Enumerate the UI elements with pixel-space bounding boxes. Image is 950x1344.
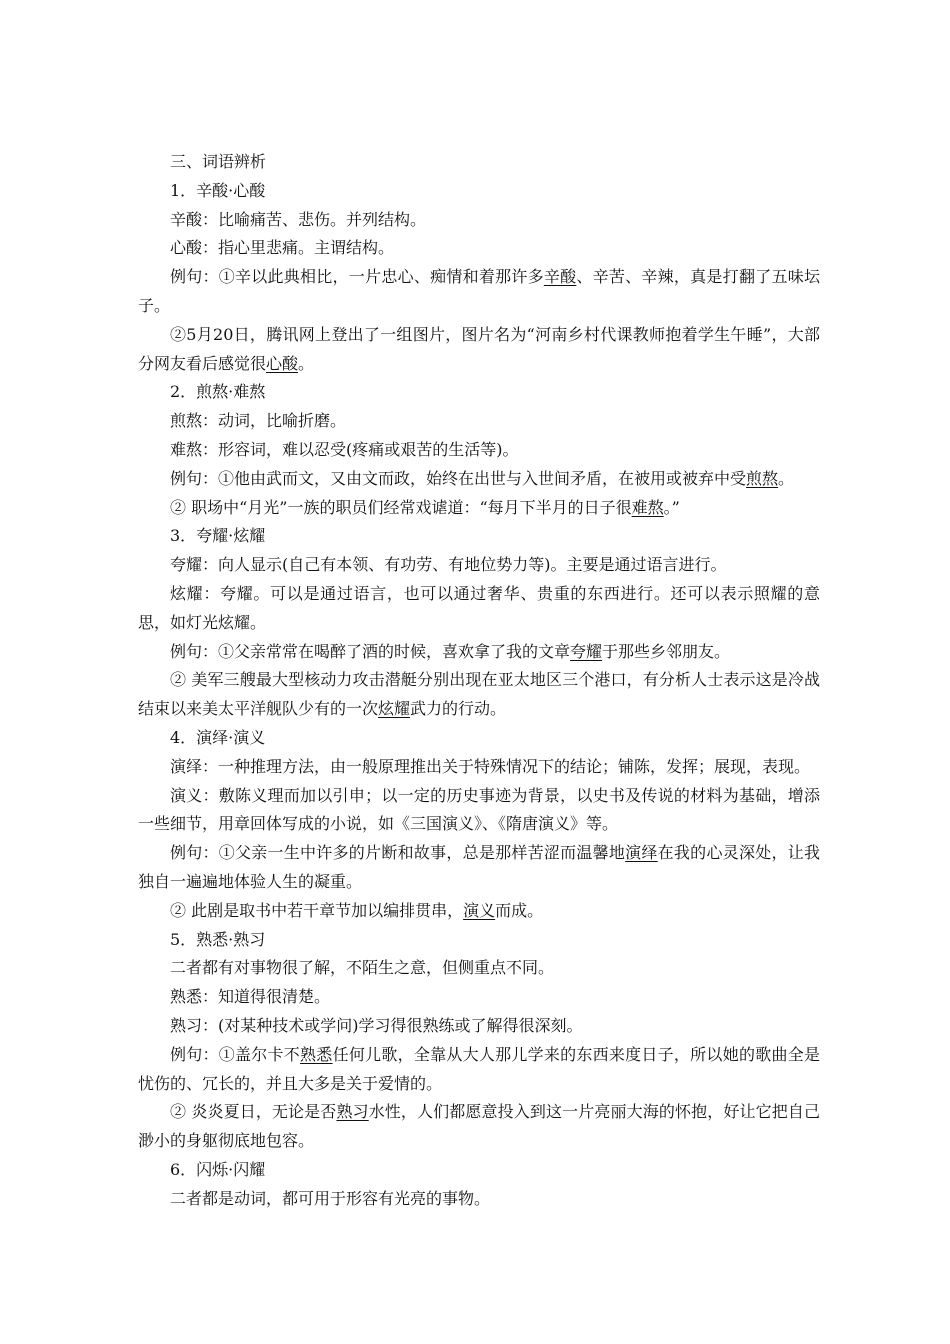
text-run: 武力的行动。 (410, 699, 507, 719)
text-run: 2．煎熬·难熬 (170, 382, 266, 402)
text-run: 6．闪烁·闪耀 (170, 1159, 266, 1179)
text-run: 难熬：形容词，难以忍受(疼痛或艰苦的生活等)。 (170, 439, 519, 459)
underlined-term: 炫耀 (378, 699, 411, 719)
paragraph (138, 522, 820, 551)
text-run: 炫耀：夸耀。可以是通过语言，也可以通过奢华、贵重的东西进行。还可以表示照耀的意思，如灯光炫耀。 (138, 583, 820, 632)
paragraph (138, 638, 820, 667)
underlined-term: 演义 (463, 900, 496, 920)
text-run: 。 (298, 353, 315, 373)
paragraph (138, 551, 820, 580)
underlined-term: 熟习 (336, 1102, 369, 1122)
text-run: ② 炎炎夏日，无论是否 (170, 1102, 337, 1122)
paragraph (138, 580, 820, 638)
paragraph (138, 494, 820, 523)
text-run: ② 此剧是取书中若干章节加以编排贯串， (170, 900, 464, 920)
text-run: 二者都有对事物很了解，不陌生之意，但侧重点不同。 (170, 958, 555, 978)
text-run: ②5月20日，腾讯网上登出了一组图片，图片名为“河南乡村代课教师抱着学生午睡”，大部分网友看后感觉很 (138, 324, 820, 373)
paragraph (138, 724, 820, 753)
text-run: 例句：①盖尔卡不 (170, 1044, 301, 1064)
paragraph (138, 465, 820, 494)
underlined-term: 辛酸 (543, 267, 577, 287)
paragraph (138, 1156, 820, 1185)
paragraph (138, 263, 820, 321)
text-run: 4．演绎·演义 (170, 727, 266, 747)
paragraph (138, 1185, 820, 1214)
text-run: 而成。 (495, 900, 544, 920)
text-run: 熟习：(对某种技术或学问)学习得很熟练或了解得很深刻。 (170, 1015, 583, 1035)
paragraph (138, 1098, 820, 1156)
paragraph (138, 1041, 820, 1099)
underlined-term: 夸耀 (570, 641, 603, 661)
paragraph (138, 782, 820, 840)
underlined-term: 心酸 (266, 353, 299, 373)
text-run: 于那些乡邻朋友。 (602, 641, 731, 661)
text-run: 演绎：一种推理方法，由一般原理推出关于特殊情况下的结论；铺陈，发挥；展现，表现。 (170, 756, 811, 776)
text-run: ② 美军三艘最大型核动力攻击潜艇分别出现在亚太地区三个港口，有分析人士表示这是冷战结束以来美太平洋舰队少有的一次 (138, 670, 820, 719)
text-run: 在我的心灵深处，让我独自一遍遍地体验人生的凝重。 (138, 843, 820, 891)
paragraph (138, 436, 820, 465)
paragraph (138, 1012, 820, 1041)
paragraph (138, 177, 820, 206)
text-run: 。 (778, 468, 795, 488)
paragraph (138, 897, 820, 926)
text-run: 3．夸耀·炫耀 (170, 526, 266, 546)
paragraph (138, 378, 820, 407)
text-run: 5．熟悉·熟习 (170, 929, 266, 949)
text-run: 例句：①他由武而文，又由文而政，始终在出世与入世间矛盾，在被用或被弃中受 (170, 468, 747, 488)
paragraph (138, 321, 820, 379)
text-run: 水性，人们都愿意投入到这一片亮丽大海的怀抱，好让它把自己渺小的身躯彻底地包容。 (138, 1102, 820, 1151)
text-run: 演义：敷陈义理而加以引申；以一定的历史事迹为背景，以史书及传说的材料为基础，增添一些细节，用章回体写成的小说，如《三国演义》、《隋唐演义》等。 (138, 785, 820, 834)
text-run: 辛酸：比喻痛苦、悲伤。并列结构。 (170, 209, 427, 229)
text-run: 二者都是动词，都可用于形容有光亮的事物。 (170, 1188, 491, 1208)
text-run: 任何儿歌，全靠从大人那儿学来的东西来度日子，所以她的歌曲全是忧伤的、冗长的，并且大多是关于爱情的。 (138, 1044, 820, 1093)
text-run: 夸耀：向人显示(自己有本领、有功劳、有地位势力等)。主要是通过语言进行。 (170, 555, 727, 575)
text-run: 、辛苦、辛辣，真是打翻了五味坛子。 (138, 267, 820, 315)
text-run: 例句：①父亲常常在喝醉了酒的时候，喜欢拿了我的文章 (170, 641, 571, 661)
text-run: 三、词语辨析 (170, 152, 267, 171)
paragraph (138, 206, 820, 235)
underlined-term: 熟悉 (300, 1044, 333, 1064)
underlined-term: 难熬 (631, 497, 664, 517)
underlined-term: 煎熬 (746, 468, 779, 488)
paragraph (138, 234, 820, 263)
paragraph (138, 839, 820, 897)
paragraph (138, 753, 820, 782)
text-run: 例句：①辛以此典相比，一片忠心、痴情和着那许多 (170, 267, 544, 287)
paragraph (138, 148, 820, 177)
paragraph (138, 666, 820, 724)
text-run: 1．辛酸·心酸 (170, 180, 266, 200)
underlined-term: 演绎 (625, 843, 658, 863)
paragraph (138, 926, 820, 955)
paragraph (138, 983, 820, 1012)
document-body (138, 148, 820, 1213)
text-run: 心酸：指心里悲痛。主谓结构。 (170, 238, 395, 258)
text-run: 。” (663, 497, 680, 517)
paragraph (138, 407, 820, 436)
text-run: ② 职场中“月光”一族的职员们经常戏谑道：“每月下半月的日子很 (170, 497, 632, 517)
paragraph (138, 954, 820, 983)
text-run: 熟悉：知道得很清楚。 (170, 987, 331, 1007)
text-run: 例句：①父亲一生中许多的片断和故事，总是那样苦涩而温馨地 (170, 843, 626, 863)
text-run: 煎熬：动词，比喻折磨。 (170, 411, 347, 431)
